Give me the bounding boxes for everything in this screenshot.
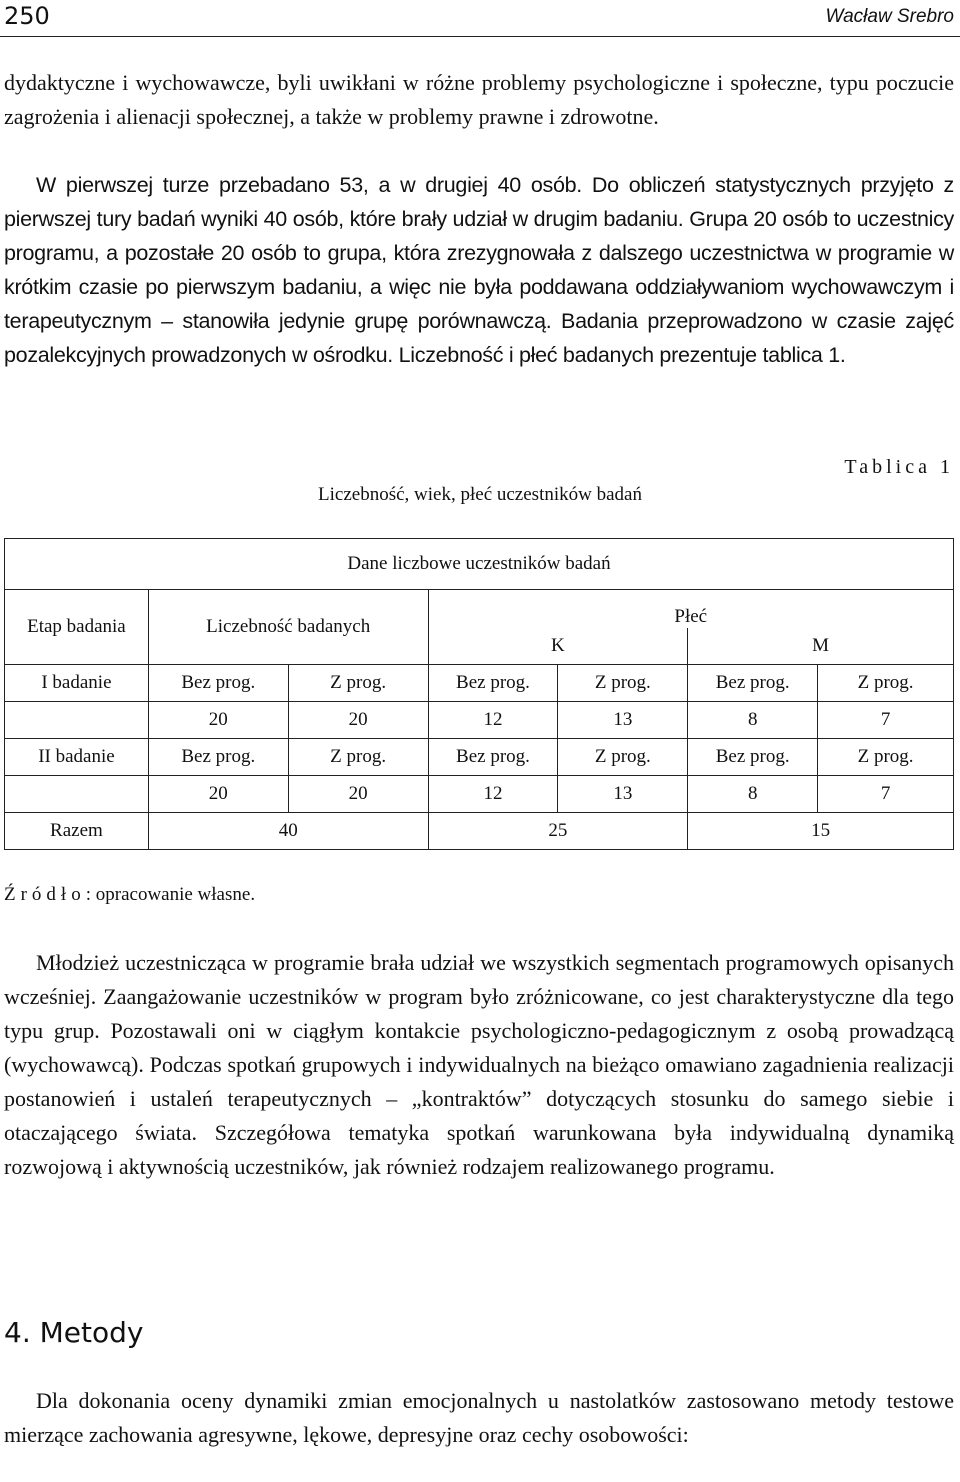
table-cell: 8	[688, 702, 818, 739]
table-source	[4, 884, 255, 906]
table-row	[5, 776, 954, 813]
paragraph-intro-continued: dydaktyczne i wychowawcze, byli uwikłani w różne problemy psychologiczne i społeczne, typu poczucie zagrożenia i alienacji społecznej, a także w problemy prawne i zdrowotne.	[4, 70, 954, 129]
table-cell: 7	[818, 702, 954, 739]
table-row	[5, 739, 954, 776]
col-header-k: K	[428, 628, 688, 665]
table-cell: Bez prog.	[688, 665, 818, 702]
table-cell-stage	[5, 702, 149, 739]
col-header-m: M	[688, 628, 954, 665]
table-cell: 8	[688, 776, 818, 813]
source-label: Źródło	[4, 884, 86, 905]
table-cell: Z prog.	[558, 665, 688, 702]
table-cell: 12	[428, 776, 558, 813]
table-label: Tablica 1	[844, 456, 954, 478]
table-header-main: Dane liczbowe uczestników badań	[5, 539, 954, 590]
col-header-count: Liczebność badanych	[148, 590, 428, 665]
participants-table	[4, 538, 954, 850]
table-total-count: 40	[148, 813, 428, 850]
col-header-sex: Płeć	[428, 590, 953, 629]
table-cell: 20	[148, 776, 288, 813]
table-cell: Z prog.	[818, 739, 954, 776]
paragraph-participation: Młodzież uczestnicząca w programie brała udział we wszystkich segmentach programowych opisanych wcześniej. Zaangażowanie uczestników w program było zróżnicowane, co jest charakterystyczne dla tego typu grup. Pozostawali oni w ciągłym kontakcie psychologiczno-pedagogicznym z osobą prowadzącą (wychowawcą). Podczas spotkań grupowych i indywidualnych na bieżąco omawiano zagadnienia realizacji postanowień i ustaleń terapeutycznych – „kontraktów” dotyczących stosunku do samego siebie i otaczającego świata. Szczegółowa tematyka spotkań warunkowana była indywidualną dynamiką rozwojową i aktywnością uczestników, jak również rodzajem realizowanego programu.	[4, 950, 954, 1179]
table-cell: 13	[558, 702, 688, 739]
table-cell-stage: II badanie	[5, 739, 149, 776]
paragraph-sample: W pierwszej turze przebadano 53, a w drugiej 40 osób. Do obliczeń statystycznych przyjęto z pierwszej tury badań wyniki 40 osób, które brały udział w drugim badaniu. Grupa 20 osób to uczestnicy programu, a pozostałe 20 osób to grupa, która zrezygnowała z dalszego uczestnictwa w programie w krótkim czasie po pierwszym badaniu, a więc nie była poddawana oddziaływaniom wychowawczym i terapeutycznym – stanowiła jedynie grupę porównawczą. Badania przeprowadzono w czasie zajęć pozalekcyjnych prowadzonych w ośrodku. Liczebność i płeć badanych prezentuje tablica 1.	[4, 173, 954, 367]
section-heading: 4. Metody	[4, 1316, 144, 1349]
running-header	[0, 0, 960, 37]
table-cell: Z prog.	[288, 739, 428, 776]
table-cell: 13	[558, 776, 688, 813]
table-cell-stage: I badanie	[5, 665, 149, 702]
table-total-label: Razem	[5, 813, 149, 850]
table-cell: Bez prog.	[428, 665, 558, 702]
source-text: : opracowanie własne.	[85, 884, 256, 905]
table-total-row	[5, 813, 954, 850]
paragraph-methods: Dla dokonania oceny dynamiki zmian emocjonalnych u nastolatków zastosowano metody testowe mierzące zachowania agresywne, lękowe, depresyjne oraz cechy osobowości:	[4, 1388, 954, 1447]
table-cell: Bez prog.	[428, 739, 558, 776]
table-cell: 20	[288, 776, 428, 813]
col-header-stage: Etap badania	[5, 590, 149, 665]
table-cell: Z prog.	[288, 665, 428, 702]
table-cell: Bez prog.	[148, 665, 288, 702]
table-subheader-row	[5, 590, 954, 629]
table-cell: 12	[428, 702, 558, 739]
table-total-m: 15	[688, 813, 954, 850]
table-cell: 20	[288, 702, 428, 739]
table-cell: Z prog.	[558, 739, 688, 776]
page-number: 250	[4, 2, 50, 30]
table-row	[5, 702, 954, 739]
table-cell: Z prog.	[818, 665, 954, 702]
running-head-author: Wacław Srebro	[825, 6, 954, 27]
table-cell: Bez prog.	[148, 739, 288, 776]
table-header-row	[5, 539, 954, 590]
table-title: Liczebność, wiek, płeć uczestników badań	[318, 484, 642, 505]
table-row	[5, 665, 954, 702]
table-total-k: 25	[428, 813, 688, 850]
table-cell: Bez prog.	[688, 739, 818, 776]
table-cell: 20	[148, 702, 288, 739]
table-cell-stage	[5, 776, 149, 813]
table-cell: 7	[818, 776, 954, 813]
